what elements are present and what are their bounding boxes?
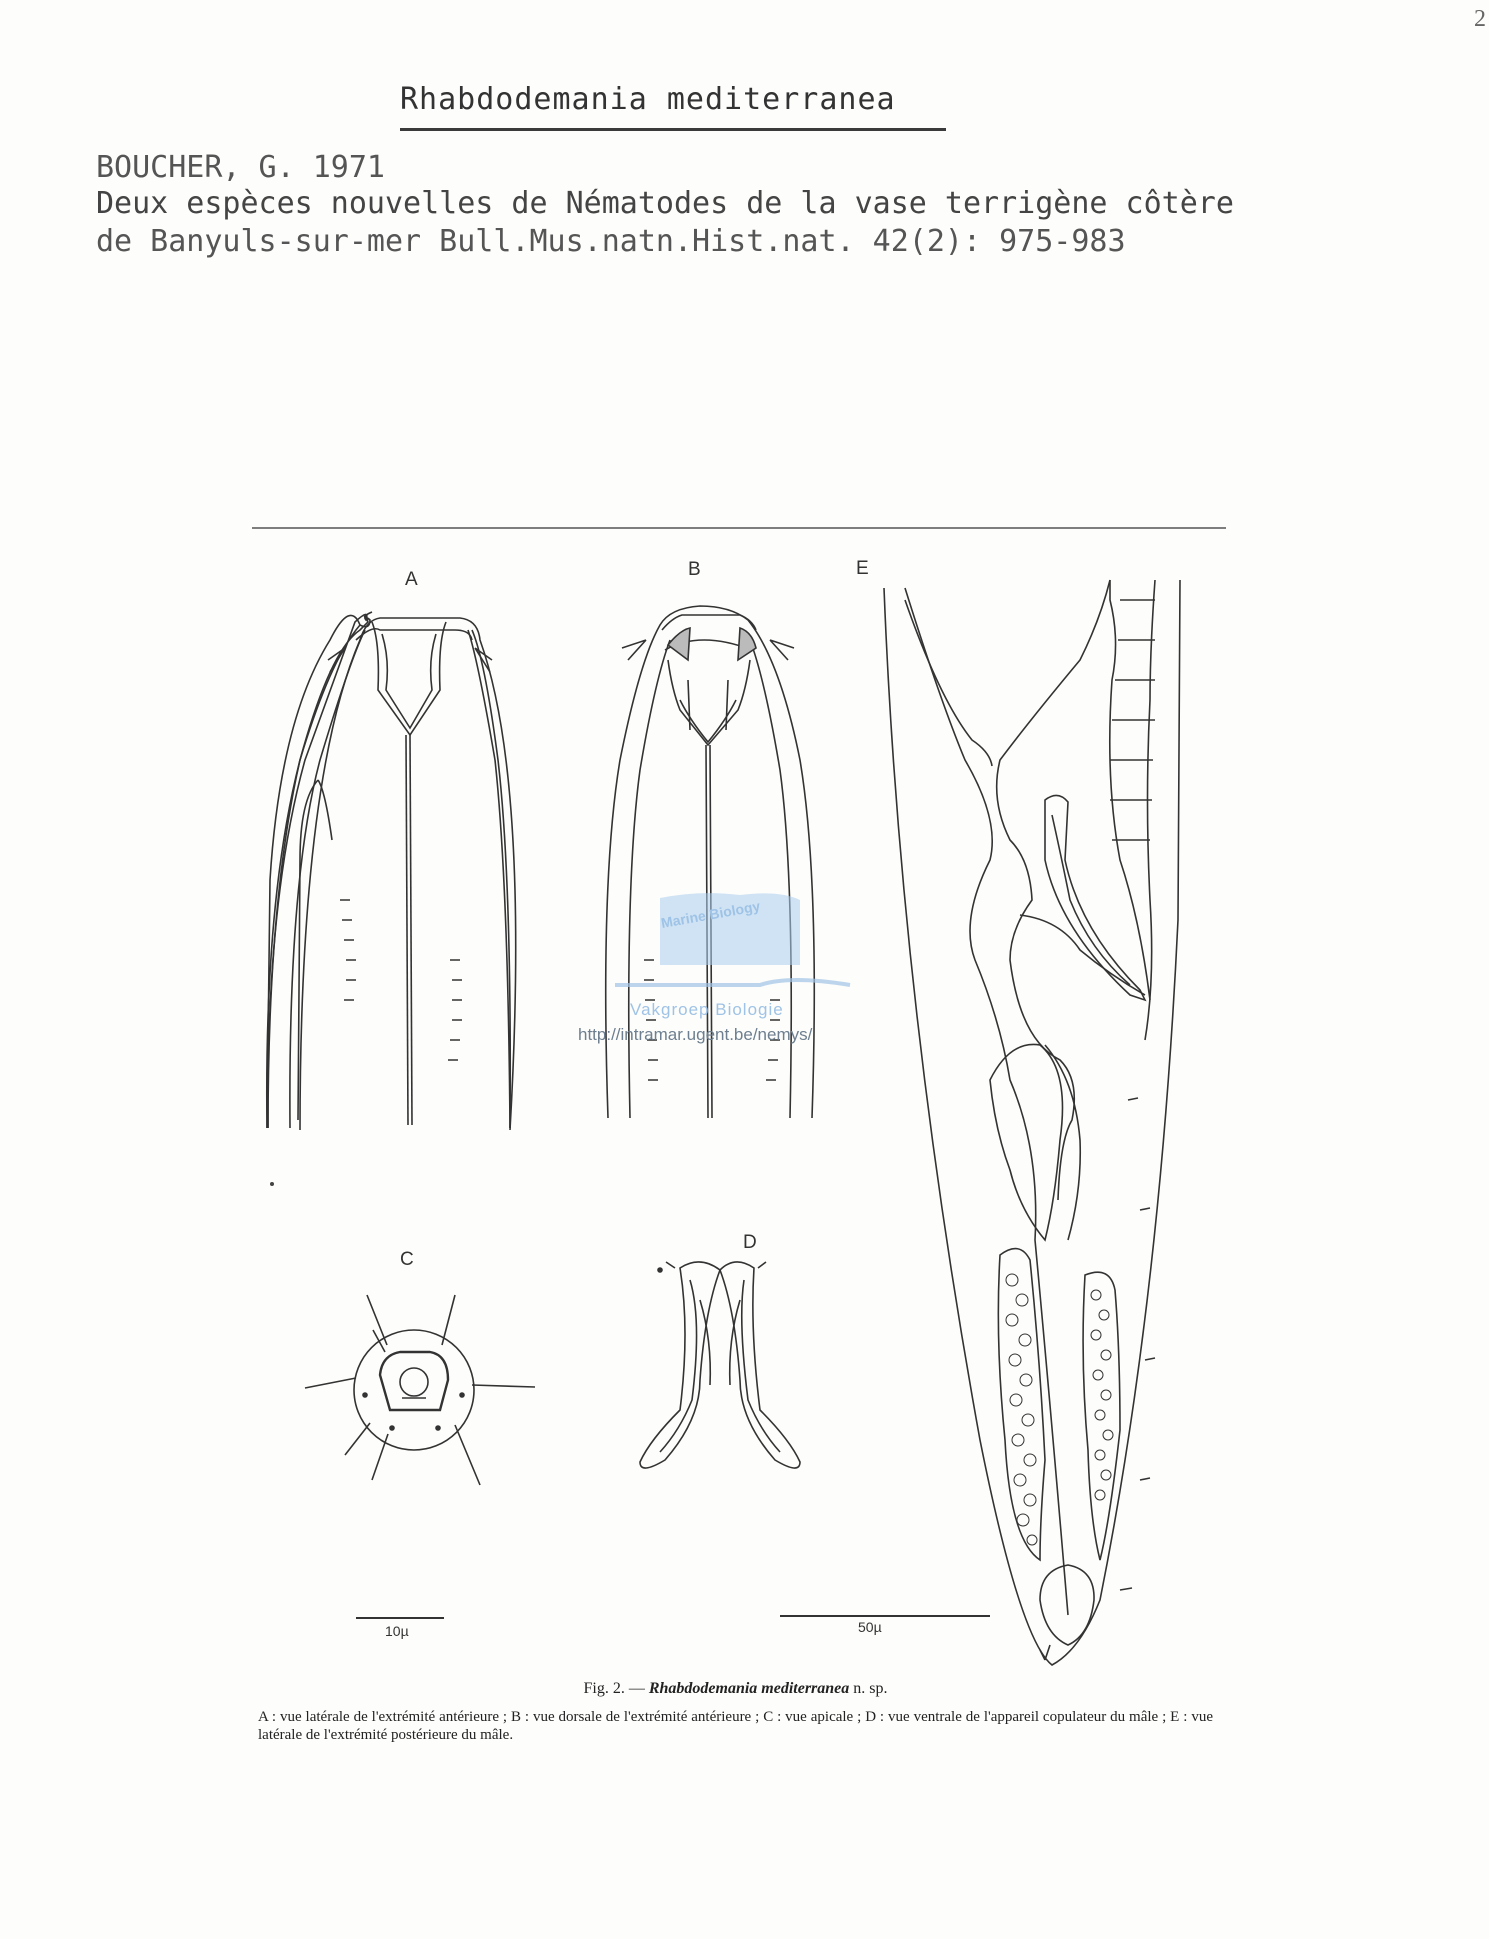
caption-body: A : vue latérale de l'extrémité antérieure ; B : vue dorsale de l'extrémité antérieure ; C : vue apicale ; D : vue ventrale de l'appareil copulateur du mâle ; E : vue latérale de l'extrémité postérieure du mâle. (258, 1709, 1213, 1743)
author-year: BOUCHER, G. 1971 (96, 150, 385, 185)
panel-e (856, 558, 1180, 1665)
panel-c (305, 1249, 535, 1485)
scale-bar-large (780, 1616, 990, 1635)
scale-bar-large-label: 50µ (858, 1619, 882, 1635)
panel-c-label: C (400, 1249, 414, 1270)
page-number-mark: 2 (1474, 6, 1486, 32)
watermark-vakgroep: Vakgroep Biologie (630, 1000, 784, 1019)
panel-a-label: A (405, 569, 418, 590)
caption-title (258, 1680, 1213, 1698)
caption-species: Rhabdodemania mediterranea (648, 1680, 850, 1697)
panel-e-cells (1006, 1274, 1113, 1545)
caption-suffix: n. sp. (853, 1680, 888, 1697)
figure-caption (258, 1680, 1213, 1744)
reference-line-1: Deux espèces nouvelles de Nématodes de la vase terrigène côtère (96, 186, 1234, 221)
watermark (578, 893, 850, 1044)
panel-a (267, 569, 516, 1130)
species-title: Rhabdodemania mediterranea (400, 82, 896, 117)
watermark-marine-biology: Marine Biology (659, 897, 762, 931)
panel-b-label: B (688, 559, 701, 580)
reference-line-2: de Banyuls-sur-mer Bull.Mus.natn.Hist.nat. 42(2): 975-983 (96, 224, 1126, 259)
panel-d (640, 1232, 800, 1468)
panel-d-label: D (743, 1232, 757, 1253)
caption-fig-label: Fig. 2. — (583, 1680, 645, 1697)
panel-e-label: E (856, 558, 869, 579)
watermark-url: http://intramar.ugent.be/nemys/ (578, 1025, 813, 1044)
scale-bar-small (356, 1618, 444, 1639)
scale-bar-small-label: 10µ (385, 1623, 409, 1639)
stray-dot (270, 1182, 274, 1186)
